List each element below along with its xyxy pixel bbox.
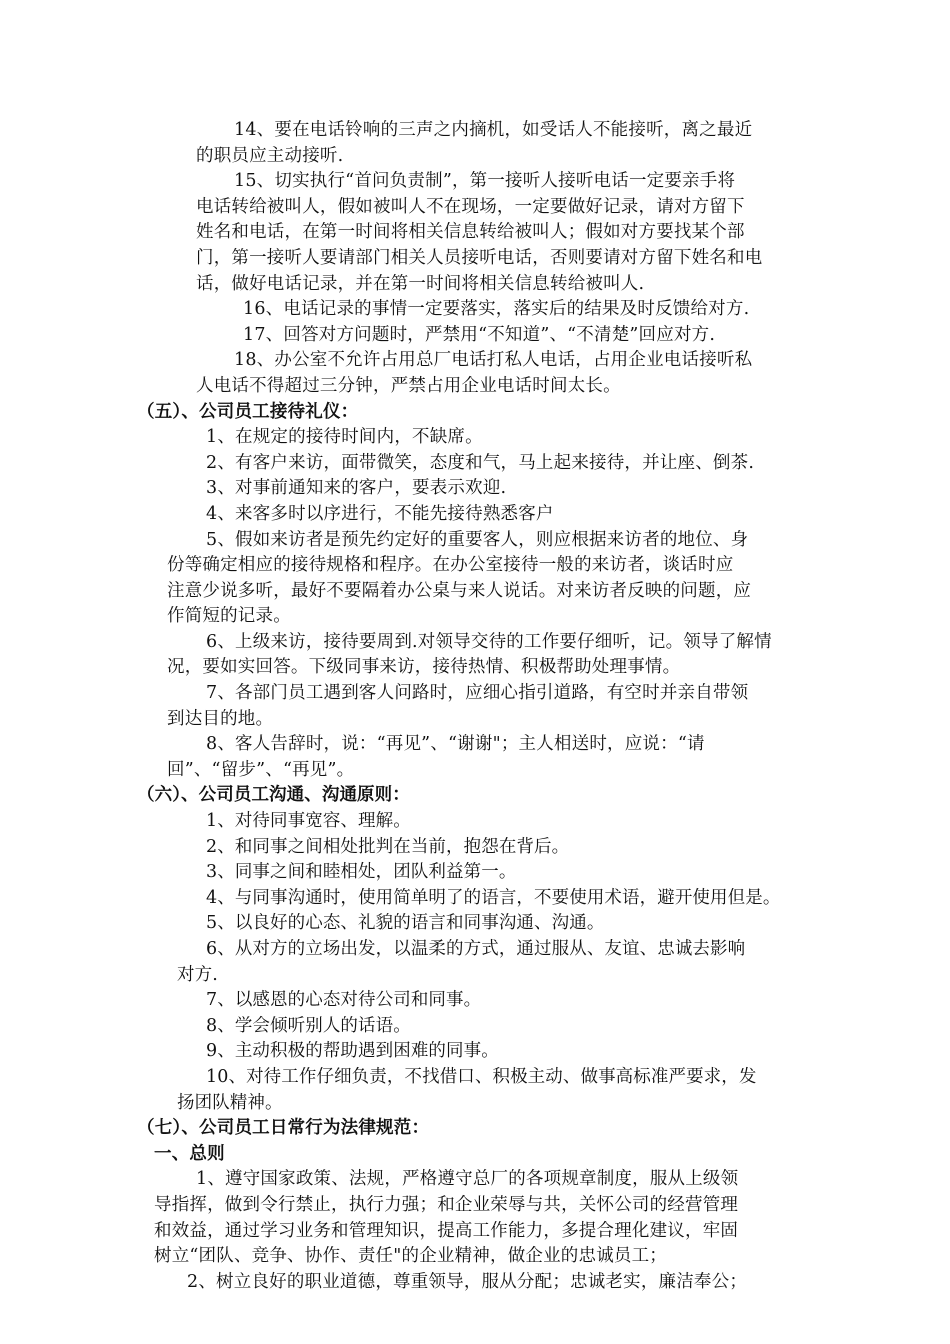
- reception-rule-7-line1: 7、各部门员工遇到客人问路时，应细心指引道路，有空时并亲自带领: [206, 683, 749, 704]
- phone-rule-15-line1: 15、切实执行“首问负责制”，第一接听人接听电话一定要亲手将: [234, 171, 736, 192]
- phone-rule-15-line3: 姓名和电话，在第一时间将相关信息转给被叫人；假如对方要找某个部: [196, 222, 745, 243]
- conduct-section: [0, 1116, 950, 1295]
- conduct-rule-2: 2、树立良好的职业道德，尊重领导，服从分配；忠诚老实，廉洁奉公；: [187, 1271, 748, 1292]
- reception-rule-5-line4: 作简短的记录。: [167, 606, 291, 627]
- reception-rule-5-line2: 份等确定相应的接待规格和程序。在办公室接待一般的来访者，谈话时应: [167, 555, 734, 576]
- phone-rule-15-line4: 门，第一接听人要请部门相关人员接听电话，否则要请对方留下姓名和电: [196, 247, 763, 268]
- communication-rule-7: 7、以感恩的心态对待公司和同事。: [206, 990, 482, 1011]
- reception-rule-3: 3、对事前通知来的客户，要表示欢迎.: [206, 478, 507, 499]
- conduct-subheading: 一、总则: [154, 1143, 225, 1164]
- reception-rule-2: 2、有客户来访，面带微笑，态度和气，马上起来接待，并让座、倒茶.: [206, 452, 755, 473]
- reception-rule-1: 1、在规定的接待时间内，不缺席。: [206, 427, 483, 448]
- conduct-heading: （七）、公司员工日常行为法律规范：: [137, 1118, 430, 1139]
- phone-rules-section: [0, 118, 950, 400]
- reception-rule-6-line1: 6、上级来访，接待要周到.对领导交待的工作要仔细听，记。领导了解情: [206, 631, 772, 652]
- reception-rule-7-line2: 到达目的地。: [167, 708, 274, 729]
- communication-rule-6-line2: 对方.: [177, 964, 218, 985]
- reception-rule-8-line2: 回”、“留步”、“再见”。: [167, 759, 355, 780]
- conduct-rule-1-line3: 和效益，通过学习业务和管理知识，提高工作能力，多提合理化建议，牢固: [154, 1220, 739, 1241]
- reception-rule-8-line1: 8、客人告辞时，说：“再见”、“谢谢"；主人相送时，应说：“请: [206, 734, 705, 755]
- reception-rule-5-line1: 5、假如来访者是预先约定好的重要客人，则应根据来访者的地位、身: [206, 529, 749, 550]
- communication-section: [0, 783, 950, 1116]
- communication-rule-10-line2: 扬团队精神。: [177, 1092, 283, 1113]
- communication-rule-6-line1: 6、从对方的立场出发，以温柔的方式，通过服从、友谊、忠诚去影响: [206, 939, 746, 959]
- conduct-rule-1-line2: 导指挥，做到令行禁止，执行力强；和企业荣辱与共，关怀公司的经营管理: [154, 1194, 739, 1215]
- communication-rule-1: 1、对待同事宽容、理解。: [206, 811, 411, 832]
- communication-rule-4: 4、与同事沟通时，使用简单明了的语言，不要使用术语，避开使用但是。: [206, 887, 781, 908]
- phone-rule-14-line2: 的职员应主动接听.: [196, 145, 344, 166]
- reception-heading: （五）、公司员工接待礼仪：: [137, 401, 359, 422]
- communication-rule-5: 5、以良好的心态、礼貌的语言和同事沟通、沟通。: [206, 913, 605, 934]
- communication-rule-3: 3、同事之间和睦相处，团队利益第一。: [206, 862, 517, 883]
- phone-rule-14-line1: 14、要在电话铃响的三声之内摘机，如受话人不能接听，离之最近: [234, 120, 753, 140]
- reception-section: [0, 400, 950, 784]
- communication-rule-2: 2、和同事之间相处批判在当前，抱怨在背后。: [206, 836, 570, 857]
- phone-rule-15-line5: 话，做好电话记录，并在第一时间将相关信息转给被叫人.: [196, 273, 645, 294]
- phone-rule-15-line2: 电话转给被叫人，假如被叫人不在现场，一定要做好记录，请对方留下: [196, 196, 745, 217]
- communication-heading: （六）、公司员工沟通、沟通原则：: [137, 785, 410, 806]
- reception-rule-4: 4、来客多时以序进行，不能先接待熟悉客户: [206, 503, 554, 524]
- communication-rule-8: 8、学会倾听别人的话语。: [206, 1015, 411, 1036]
- phone-rule-17: 17、回答对方问题时，严禁用“不知道”、“不清楚”回应对方.: [243, 324, 716, 345]
- phone-rule-16: 16、电话记录的事情一定要落实，落实后的结果及时反馈给对方.: [243, 299, 750, 320]
- conduct-rule-1-line4: 树立“团队、竞争、协作、责任"的企业精神，做企业的忠诚员工；: [154, 1246, 667, 1267]
- reception-rule-6-line2: 况，要如实回答。下级同事来访，接待热情、积极帮助处理事情。: [167, 657, 681, 678]
- reception-rule-5-line3: 注意少说多听，最好不要隔着办公桌与来人说话。对来访者反映的问题，应: [167, 580, 752, 601]
- communication-rule-10-line1: 10、对待工作仔细负责，不找借口、积极主动、做事高标准严要求，发: [206, 1066, 757, 1087]
- phone-rule-18-line1: 18、办公室不允许占用总厂电话打私人电话，占用企业电话接听私: [234, 350, 753, 371]
- communication-rule-9: 9、主动积极的帮助遇到困难的同事。: [206, 1041, 499, 1062]
- conduct-rule-1-line1: 1、遵守国家政策、法规，严格遵守总厂的各项规章制度，服从上级领: [196, 1169, 739, 1190]
- phone-rule-18-line2: 人电话不得超过三分钟，严禁占用企业电话时间太长。: [196, 375, 621, 396]
- document-page: [0, 118, 950, 1295]
